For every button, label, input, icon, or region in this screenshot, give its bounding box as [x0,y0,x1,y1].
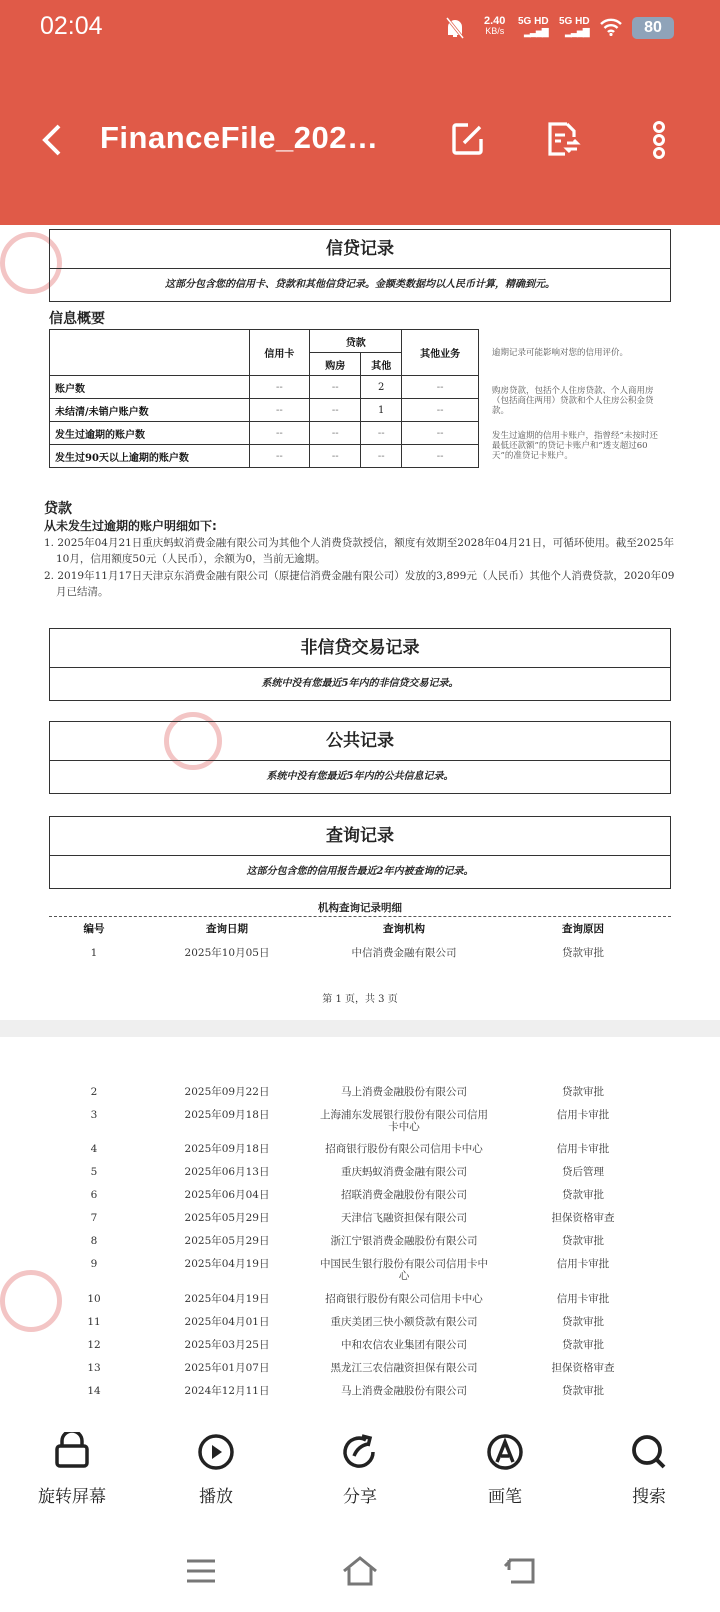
table-row: 发生过逾期的账户数 -- -- -- -- [50,422,479,445]
row-number: 10 [87,1293,101,1305]
toolbar-label: 旋转屏幕 [38,1487,106,1507]
section-title: 非信贷交易记录 [50,629,670,668]
signal-icon: ▂▃▅▇ [565,28,589,38]
row-number: 14 [87,1385,101,1397]
overview-note: 逾期记录可能影响对您的信用评价。 [492,348,629,358]
section-title: 信贷记录 [50,230,670,269]
query-date: 2024年12月11日 [184,1385,270,1397]
section-subtitle: 这部分包含您的信用报告最近2年内被查询的记录。 [246,866,474,877]
document-convert-icon[interactable] [545,121,581,157]
play-icon [196,1432,236,1472]
query-date: 2025年06月04日 [184,1189,270,1201]
overview-table: 信用卡 贷款 其他业务 购房 其他 账户数 -- -- 2 -- 未结清/未销户账户数 -- -- 1 -- 发生过逾期的账户数 -- -- -- -- 发生过90天以上逾期的账户数 -- -- -- -- [49,329,479,468]
overview-note: 发生过逾期的信用卡账户，指曾经“未按时还最低还款额”的贷记卡账户和“透支超过60天”的准贷记卡账户。 [492,431,658,461]
query-date: 2025年09月18日 [184,1109,270,1121]
query-record-section [49,816,671,889]
back-button[interactable] [40,123,64,157]
overview-title: 信息概要 [49,311,105,327]
query-date: 2025年09月18日 [184,1143,270,1155]
wifi-icon [600,18,622,36]
query-institution: 天津信飞融资担保有限公司 [341,1212,467,1224]
search-icon [629,1432,669,1472]
query-institution: 重庆蚂蚁消费金融有限公司 [341,1166,467,1178]
query-reason: 信用卡审批 [556,1143,610,1155]
section-subtitle: 系统中没有您最近5年内的非信贷交易记录。 [261,678,459,689]
row-number: 2 [90,1086,98,1098]
query-date: 2025年04月19日 [184,1293,270,1305]
query-reason: 贷款审批 [562,1316,604,1328]
net-speed: 2.40 KB/s [484,15,506,36]
query-date: 2025年05月29日 [184,1235,270,1247]
section-subtitle: 这部分包含您的信用卡、贷款和其他信贷记录。金额类数据均以人民币计算，精确到元。 [165,279,555,290]
query-institution: 上海浦东发展银行股份有限公司信用卡中心 [320,1109,488,1133]
row-number: 8 [90,1235,98,1247]
query-date: 2025年04月19日 [184,1258,270,1270]
toolbar-button-0[interactable] [17,1432,127,1507]
toolbar-button-2[interactable] [305,1432,415,1507]
query-reason: 贷款审批 [562,947,604,959]
query-institution: 中国民生银行股份有限公司信用卡中心 [320,1258,488,1282]
query-date: 2025年09月22日 [184,1086,270,1098]
row-number: 1 [90,947,98,959]
rotate-screen-icon [52,1432,92,1472]
query-date: 2025年10月05日 [184,947,270,959]
query-institution: 中信消费金融有限公司 [351,947,457,959]
query-table-title: 机构查询记录明细 [318,902,402,914]
loan-item: 1. 2025年04月21日重庆蚂蚁消费金融有限公司为其他个人消费贷款授信，额度有效期至2028年04月21日，可循环使用。截至2025年10月，信用额度50元（人民币），余额为0，当前无逾期。 [44,537,674,565]
system-home-button[interactable] [341,1555,379,1587]
page-number: 第 1 页，共 3 页 [322,994,398,1005]
toolbar-label: 播放 [199,1487,233,1507]
column-header: 编号 [83,923,105,935]
query-reason: 担保资格审查 [551,1362,615,1374]
mute-icon [445,16,465,40]
row-number: 11 [87,1316,101,1328]
column-header: 查询日期 [206,923,248,935]
query-date: 2025年05月29日 [184,1212,270,1224]
overview-note: 购房贷款，包括个人住房贷款、个人商用房（包括商住两用）贷款和个人住房公积金贷款。 [492,386,654,416]
query-institution: 中和农信农业集团有限公司 [341,1339,467,1351]
watermark-seal [0,1270,62,1332]
system-menu-button[interactable] [185,1558,217,1584]
row-number: 9 [90,1258,98,1270]
toolbar-button-3[interactable] [450,1432,560,1507]
table-row: 未结清/未销户账户数 -- -- 1 -- [50,399,479,422]
credit-record-section [49,229,671,302]
query-reason: 信用卡审批 [556,1109,610,1121]
status-time: 02:04 [40,12,103,40]
query-date: 2025年04月01日 [184,1316,270,1328]
query-reason: 贷款审批 [562,1086,604,1098]
loan-item: 2. 2019年11月17日天津京东消费金融有限公司（原捷信消费金融有限公司）发放的3,899元（人民币）其他个人消费贷款，2020年09月已结清。 [44,570,675,598]
row-number: 7 [90,1212,98,1224]
query-reason: 贷款审批 [562,1235,604,1247]
loans-title: 贷款 [44,501,72,517]
column-header: 查询机构 [383,923,425,935]
query-institution: 招商银行股份有限公司信用卡中心 [325,1143,483,1155]
row-number: 5 [90,1166,98,1178]
table-row: 账户数 -- -- 2 -- [50,376,479,399]
row-number: 13 [87,1362,101,1374]
app-header [0,0,720,225]
pen-icon [485,1432,525,1472]
edit-icon[interactable] [451,122,485,156]
query-reason: 贷款审批 [562,1189,604,1201]
query-institution: 浙江宁银消费金融股份有限公司 [330,1235,478,1247]
query-reason: 贷后管理 [562,1166,604,1178]
query-institution: 马上消费金融股份有限公司 [341,1385,467,1397]
system-back-button[interactable] [503,1556,539,1586]
query-institution: 招商银行股份有限公司信用卡中心 [325,1293,483,1305]
loans-subtitle: 从未发生过逾期的账户明细如下: [44,519,217,533]
toolbar-label: 画笔 [488,1487,522,1507]
section-title: 公共记录 [50,722,670,761]
toolbar-label: 搜索 [632,1487,666,1507]
row-number: 6 [90,1189,98,1201]
non-credit-section [49,628,671,701]
more-options-icon[interactable] [649,121,669,159]
query-reason: 担保资格审查 [551,1212,615,1224]
row-number: 12 [87,1339,101,1351]
row-number: 4 [90,1143,98,1155]
column-header: 查询原因 [562,923,604,935]
table-row: 发生过90天以上逾期的账户数 -- -- -- -- [50,445,479,468]
sim1-signal: 5G HD [518,16,549,27]
query-institution: 重庆美团三快小额贷款有限公司 [330,1316,478,1328]
section-title: 查询记录 [50,817,670,856]
sim2-signal: 5G HD [559,16,590,27]
share-icon [340,1432,380,1472]
query-reason: 信用卡审批 [556,1258,610,1270]
section-subtitle: 系统中没有您最近5年内的公共信息记录。 [266,771,454,782]
battery-indicator: 80 [632,17,674,39]
query-institution: 马上消费金融股份有限公司 [341,1086,467,1098]
toolbar-label: 分享 [343,1487,377,1507]
toolbar-button-4[interactable] [594,1432,704,1507]
document-title: FinanceFile_202… [100,120,379,155]
query-date: 2025年01月07日 [184,1362,270,1374]
query-reason: 贷款审批 [562,1385,604,1397]
query-reason: 贷款审批 [562,1339,604,1351]
row-number: 3 [90,1109,98,1121]
divider [49,916,671,917]
public-record-section [49,721,671,794]
toolbar-button-1[interactable] [161,1432,271,1507]
query-institution: 黑龙江三农信融资担保有限公司 [330,1362,478,1374]
query-institution: 招联消费金融股份有限公司 [341,1189,467,1201]
query-reason: 信用卡审批 [556,1293,610,1305]
query-date: 2025年03月25日 [184,1339,270,1351]
signal-icon: ▂▃▅▇ [524,28,548,38]
query-date: 2025年06月13日 [184,1166,270,1178]
